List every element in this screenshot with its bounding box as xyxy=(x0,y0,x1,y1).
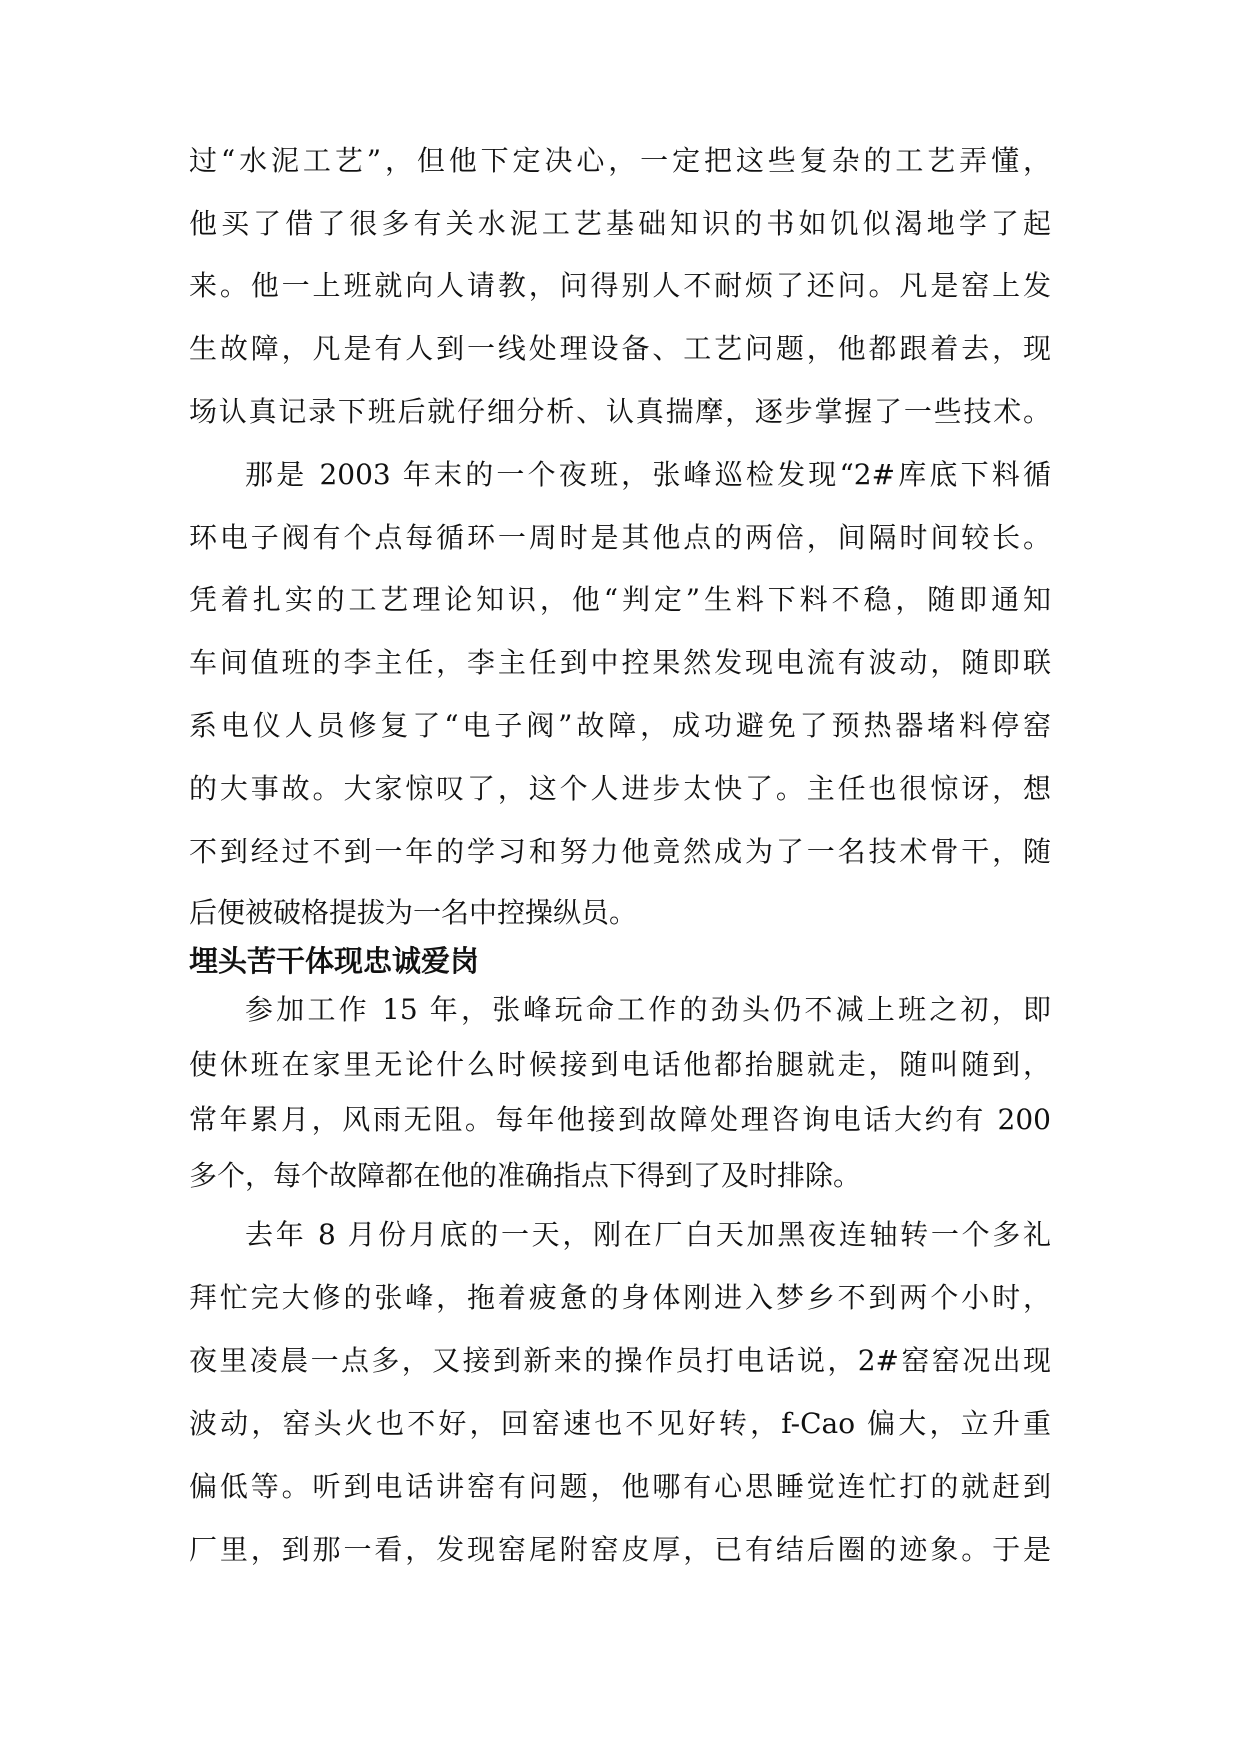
paragraph-line: 的大事故。大家惊叹了，这个人进步太快了。主任也很惊讶，想 xyxy=(189,772,1051,805)
paragraph-line: 那是 2003 年末的一个夜班，张峰巡检发现“2#库底下料循 xyxy=(245,458,1051,491)
paragraph-line: 波动，窑头火也不好，回窑速也不见好转，f-Cao 偏大，立升重 xyxy=(189,1407,1051,1440)
paragraph-line: 后便被破格提拔为一名中控操纵员。 xyxy=(189,896,638,929)
paragraph-line: 生故障，凡是有人到一线处理设备、工艺问题，他都跟着去，现 xyxy=(189,332,1051,365)
paragraph-line: 他买了借了很多有关水泥工艺基础知识的书如饥似渴地学了起 xyxy=(189,207,1051,240)
paragraph-line: 车间值班的李主任，李主任到中控果然发现电流有波动，随即联 xyxy=(189,646,1051,679)
paragraph-line: 参加工作 15 年，张峰玩命工作的劲头仍不减上班之初，即 xyxy=(245,993,1051,1026)
paragraph-line: 系电仪人员修复了“电子阀”故障，成功避免了预热器堵料停窑 xyxy=(189,709,1051,742)
paragraph-line: 夜里凌晨一点多，又接到新来的操作员打电话说，2#窑窑况出现 xyxy=(189,1344,1051,1377)
paragraph-line: 去年 8 月份月底的一天，刚在厂白天加黑夜连轴转一个多礼 xyxy=(245,1218,1051,1251)
paragraph-line: 常年累月，风雨无阻。每年他接到故障处理咨询电话大约有 200 xyxy=(189,1103,1051,1136)
paragraph-line: 拜忙完大修的张峰，拖着疲惫的身体刚进入梦乡不到两个小时， xyxy=(189,1281,1051,1314)
paragraph-line: 不到经过不到一年的学习和努力他竟然成为了一名技术骨干，随 xyxy=(189,835,1051,868)
paragraph-line: 过“水泥工艺”，但他下定决心，一定把这些复杂的工艺弄懂， xyxy=(189,144,1051,177)
paragraph-line: 来。他一上班就向人请教，问得别人不耐烦了还问。凡是窑上发 xyxy=(189,269,1051,302)
paragraph-line: 偏低等。听到电话讲窑有问题，他哪有心思睡觉连忙打的就赶到 xyxy=(189,1470,1051,1503)
paragraph-line: 场认真记录下班后就仔细分析、认真揣摩，逐步掌握了一些技术。 xyxy=(189,395,1051,428)
paragraph-line: 环电子阀有个点每循环一周时是其他点的两倍，间隔时间较长。 xyxy=(189,521,1051,554)
paragraph-line: 厂里，到那一看，发现窑尾附窑皮厚，已有结后圈的迹象。于是 xyxy=(189,1533,1051,1566)
paragraph-line: 凭着扎实的工艺理论知识，他“判定”生料下料不稳，随即通知 xyxy=(189,583,1051,616)
paragraph-line: 使休班在家里无论什么时候接到电话他都抬腿就走，随叫随到， xyxy=(189,1048,1051,1081)
section-heading: 埋头苦干体现忠诚爱岗 xyxy=(189,944,480,978)
paragraph-line: 多个，每个故障都在他的准确指点下得到了及时排除。 xyxy=(189,1159,862,1192)
